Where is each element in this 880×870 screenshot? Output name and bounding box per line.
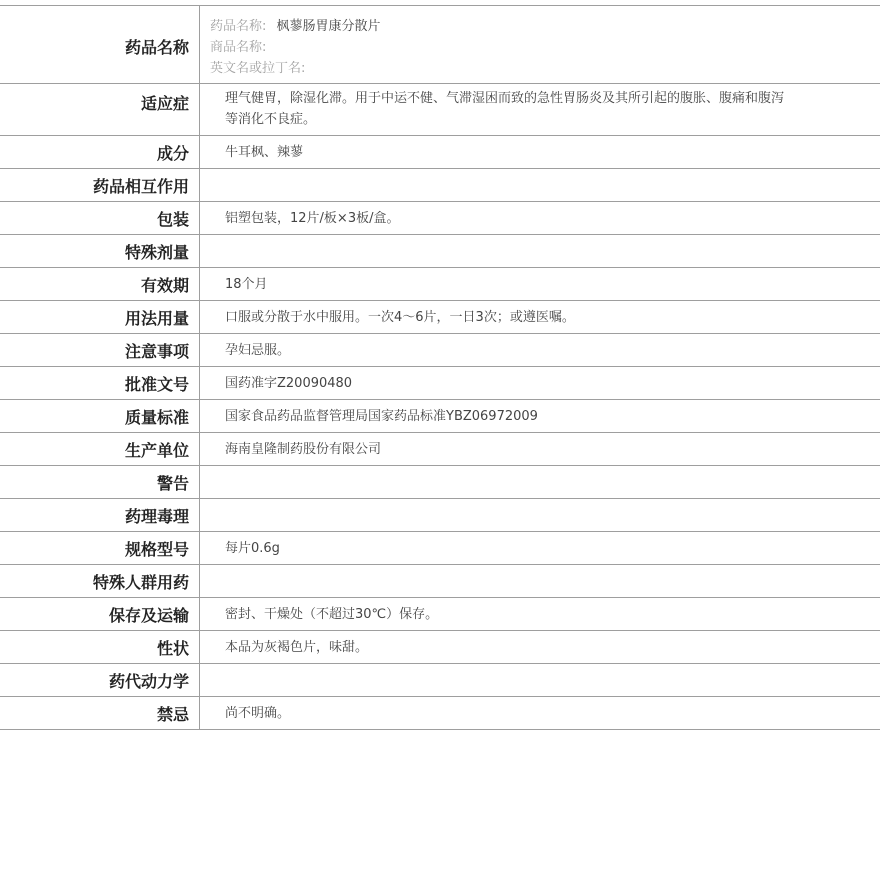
row-value: 尚不明确。	[225, 705, 291, 721]
row-value: 海南皇隆制药股份有限公司	[225, 441, 382, 457]
row-value: 国药准字Z20090480	[225, 375, 353, 391]
row-label: 成分	[0, 136, 200, 168]
row-label: 适应症	[0, 84, 200, 135]
generic-name-line	[210, 16, 381, 37]
trade-name-line	[210, 37, 266, 58]
row-label: 注意事项	[0, 334, 200, 366]
row-storage-transport	[0, 598, 880, 631]
row-special-populations	[0, 565, 880, 598]
row-pharmacokinetics	[0, 664, 880, 697]
row-value	[200, 499, 880, 531]
row-specification	[0, 532, 880, 565]
english-name-label: 英文名或拉丁名:	[210, 61, 306, 76]
row-label: 生产单位	[0, 433, 200, 465]
row-label: 特殊剂量	[0, 235, 200, 267]
row-warning	[0, 466, 880, 499]
row-shelf-life	[0, 268, 880, 301]
row-value: 口服或分散于水中服用。一次4～6片，一日3次；或遵医嘱。	[225, 309, 575, 325]
row-label: 规格型号	[0, 532, 200, 564]
row-value: 密封、干燥处（不超过30℃）保存。	[225, 606, 439, 622]
english-name-line	[210, 58, 305, 79]
row-ingredients	[0, 136, 880, 169]
row-label: 批准文号	[0, 367, 200, 399]
row-label: 药品相互作用	[0, 169, 200, 201]
row-value: 国家食品药品监督管理局国家药品标准YBZ06972009	[225, 408, 538, 424]
row-value: 18个月	[225, 276, 268, 292]
row-label: 质量标准	[0, 400, 200, 432]
row-value: 牛耳枫、辣蓼	[225, 144, 304, 160]
row-value	[200, 235, 880, 267]
row-value: 每片0.6g	[225, 540, 280, 556]
row-value	[200, 565, 880, 597]
row-value	[200, 466, 880, 498]
row-label: 有效期	[0, 268, 200, 300]
row-indications	[0, 84, 880, 136]
row-label: 警告	[0, 466, 200, 498]
drug-spec-table	[0, 5, 880, 730]
row-value: 理气健胃，除湿化滞。用于中运不健、气滞湿困而致的急性胃肠炎及其所引起的腹胀、腹痛和腹泻等消化不良症。	[225, 91, 785, 127]
row-quality-standard	[0, 400, 880, 433]
row-manufacturer	[0, 433, 880, 466]
row-usage-dosage	[0, 301, 880, 334]
row-value	[200, 664, 880, 696]
row-label: 药理毒理	[0, 499, 200, 531]
row-approval-number	[0, 367, 880, 400]
row-label: 药代动力学	[0, 664, 200, 696]
row-label: 禁忌	[0, 697, 200, 729]
generic-name-label: 药品名称:	[210, 19, 267, 34]
row-label: 用法用量	[0, 301, 200, 333]
row-drug-name	[0, 6, 880, 84]
row-pharmacology-toxicology	[0, 499, 880, 532]
row-contraindications	[0, 697, 880, 730]
trade-name-label: 商品名称:	[210, 40, 267, 55]
row-precautions	[0, 334, 880, 367]
row-value: 孕妇忌服。	[225, 342, 291, 358]
row-label: 性状	[0, 631, 200, 663]
row-label: 药品名称	[0, 6, 200, 83]
drug-name-values	[200, 6, 880, 83]
row-packaging	[0, 202, 880, 235]
generic-name-value: 枫蓼肠胃康分散片	[276, 19, 381, 34]
row-value	[200, 169, 880, 201]
row-label: 包装	[0, 202, 200, 234]
row-description	[0, 631, 880, 664]
row-drug-interactions	[0, 169, 880, 202]
row-label: 保存及运输	[0, 598, 200, 630]
row-value: 本品为灰褐色片，味甜。	[225, 639, 369, 655]
row-label: 特殊人群用药	[0, 565, 200, 597]
row-value: 铝塑包装，12片/板×3板/盒。	[225, 210, 400, 226]
row-special-dosage	[0, 235, 880, 268]
